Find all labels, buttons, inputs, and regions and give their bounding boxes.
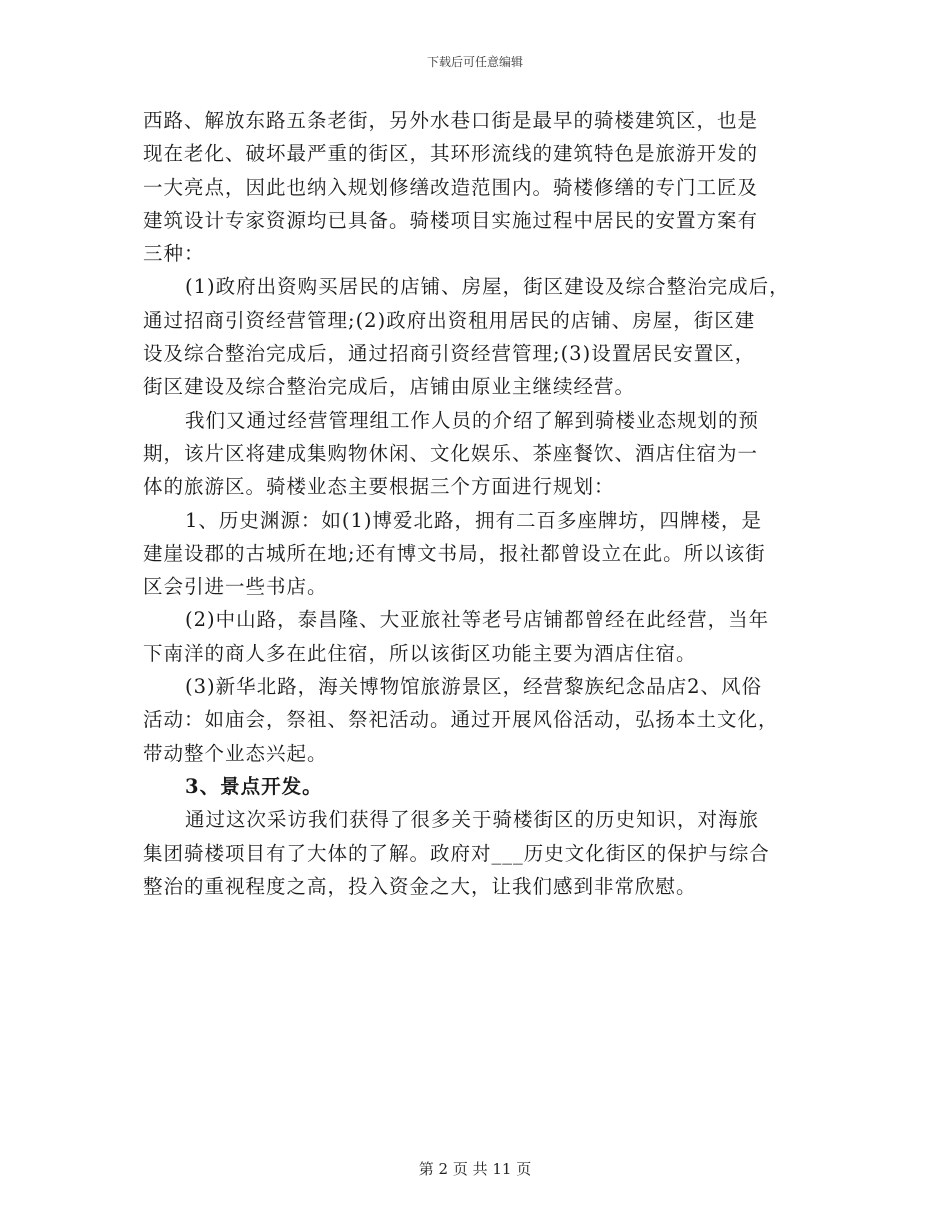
paragraph-line: 整治的重视程度之高，投入资金之大，让我们感到非常欣慰。: [143, 874, 697, 898]
page-footer: 第 2 页 共 11 页: [418, 1160, 532, 1178]
paragraph-line: 三种：: [143, 242, 205, 266]
document-body: [143, 104, 815, 903]
paragraph-line: 一大亮点，因此也纳入规划修缮改造范围内。骑楼修缮的专门工匠及: [143, 175, 759, 199]
paragraph-line: 建筑设计专家资源均已具备。骑楼项目实施过程中居民的安置方案有: [143, 208, 759, 232]
paragraph-line: 街区建设及综合整治完成后，店铺由原业主继续经营。: [143, 375, 636, 399]
paragraph-line: 活动：如庙会，祭祖、祭祀活动。通过开展风俗活动，弘扬本土文化，: [143, 708, 779, 732]
paragraph-line: 现在老化、破坏最严重的街区，其环形流线的建筑特色是旅游开发的: [143, 142, 759, 166]
paragraph-line: 体的旅游区。骑楼业态主要根据三个方面进行规划：: [143, 475, 615, 499]
paragraph-line: 期，该片区将建成集购物休闲、文化娱乐、茶座餐饮、酒店住宿为一: [143, 441, 759, 465]
section-heading: 3、景点开发。: [185, 774, 323, 798]
paragraph-line: (1)政府出资购买居民的店铺、房屋，街区建设及综合整治完成后，: [185, 275, 790, 299]
paragraph-line: (3)新华北路，海关博物馆旅游景区，经营黎族纪念品店2、风俗: [185, 675, 763, 699]
paragraph-line: 西路、解放东路五条老街，另外水巷口街是最早的骑楼建筑区，也是: [143, 109, 759, 132]
page-header: 下载后可任意编辑: [426, 55, 523, 69]
paragraph-line: 通过招商引资经营管理;(2)政府出资租用居民的店铺、房屋，街区建: [143, 308, 756, 332]
paragraph-line: 集团骑楼项目有了大体的了解。政府对___历史文化街区的保护与综合: [143, 841, 770, 865]
paragraph-line: 设及综合整治完成后，通过招商引资经营管理;(3)设置居民安置区，: [143, 342, 756, 366]
paragraph-line: 我们又通过经营管理组工作人员的介绍了解到骑楼业态规划的预: [185, 408, 760, 432]
paragraph-line: 区会引进一些书店。: [143, 575, 328, 599]
paragraph-line: 带动整个业态兴起。: [143, 741, 328, 765]
paragraph-line: 建崖设郡的古城所在地;还有博文书局，报社都曾设立在此。所以该街: [143, 541, 766, 565]
paragraph-line: (2)中山路，泰昌隆、大亚旅社等老号店铺都曾经在此经营，当年: [185, 608, 770, 632]
paragraph-line: 下南洋的商人多在此住宿，所以该街区功能主要为酒店住宿。: [143, 641, 697, 665]
paragraph-line: 通过这次采访我们获得了很多关于骑楼街区的历史知识，对海旅: [185, 808, 760, 832]
paragraph-line: 1、历史渊源：如(1)博爱北路，拥有二百多座牌坊，四牌楼，是: [185, 508, 763, 532]
